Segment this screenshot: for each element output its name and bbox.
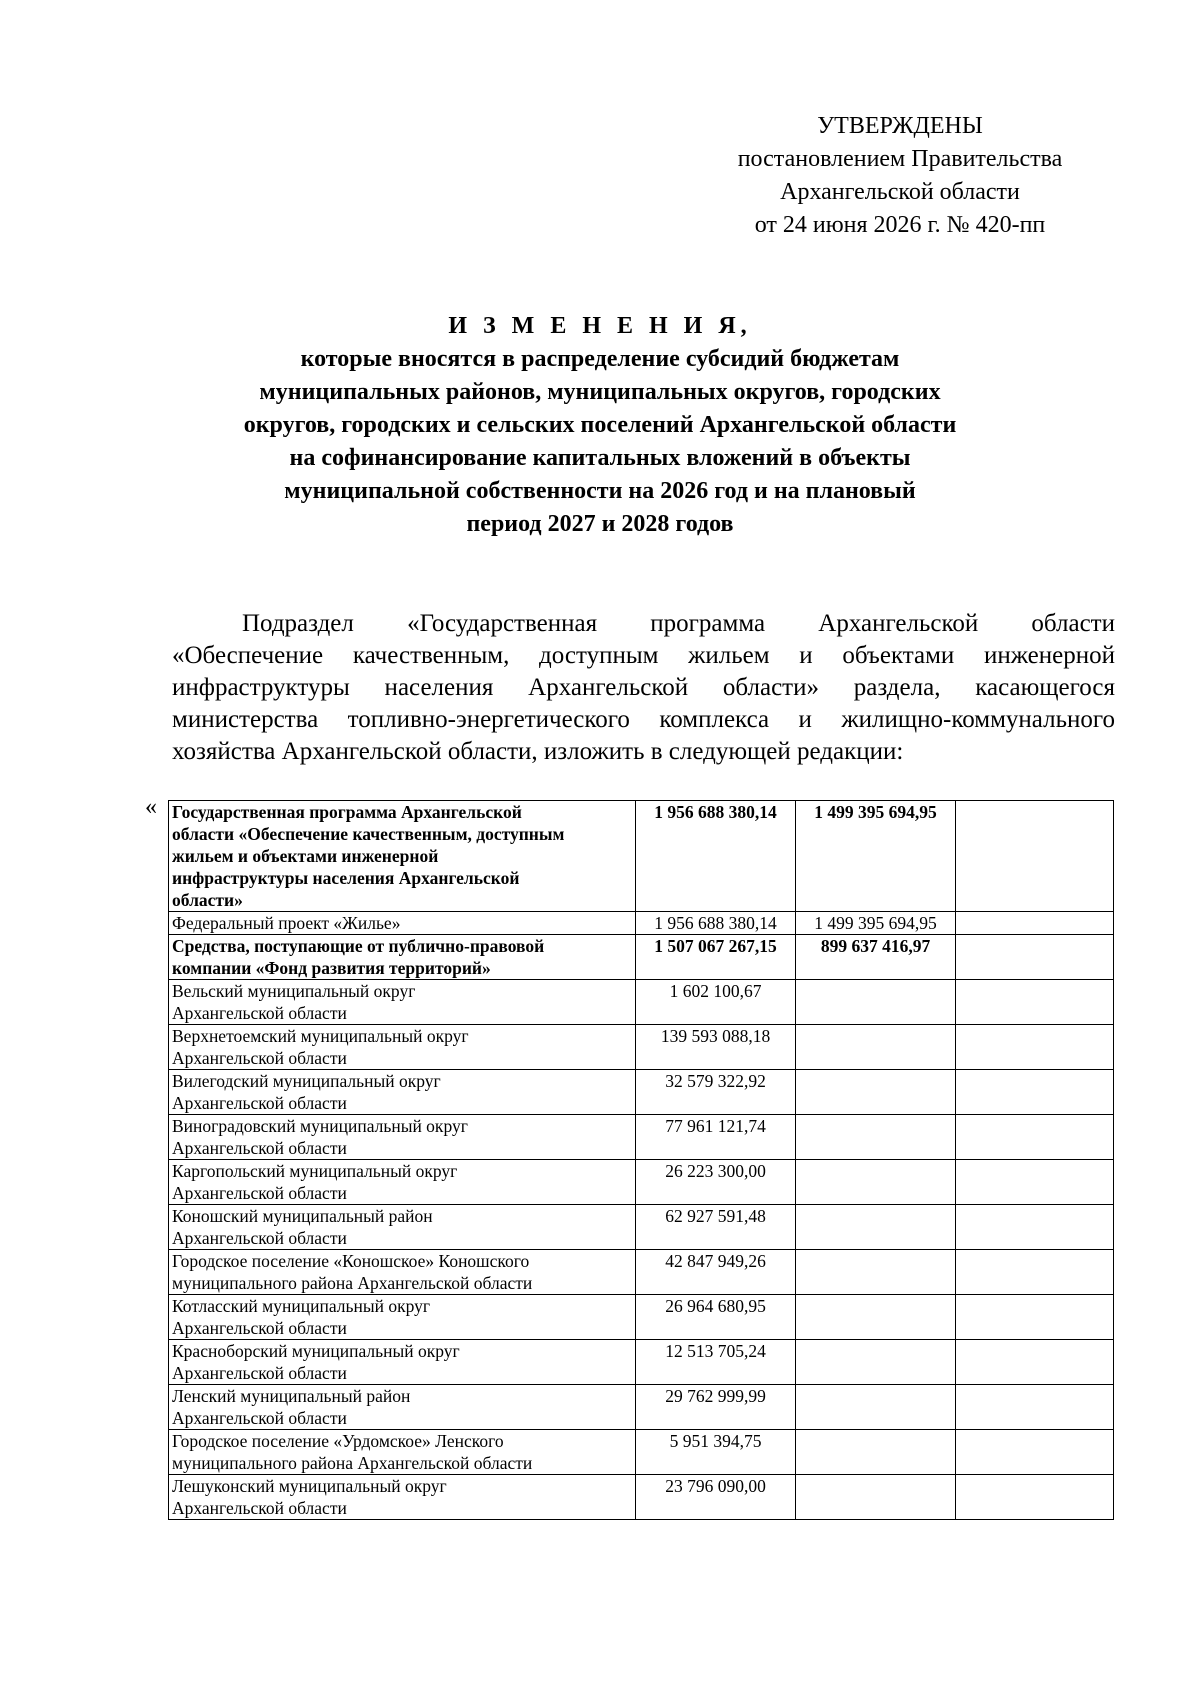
recipient-name-line: Государственная программа Архангельской bbox=[172, 802, 522, 822]
amount-2026-cell: 5 951 394,75 bbox=[636, 1430, 796, 1475]
recipient-name-line: Котласский муниципальный округ bbox=[172, 1296, 431, 1316]
table-row bbox=[169, 1115, 1114, 1160]
recipient-name-line: Средства, поступающие от публично-правовой bbox=[172, 936, 545, 956]
amount-2027-cell bbox=[796, 1430, 956, 1475]
amount-2026-cell: 139 593 088,18 bbox=[636, 1025, 796, 1070]
recipient-name-cell bbox=[169, 1160, 636, 1205]
amount-2028-cell bbox=[956, 1295, 1114, 1340]
amount-2027-cell bbox=[796, 1160, 956, 1205]
recipient-name-line: Архангельской области bbox=[172, 1003, 347, 1023]
recipient-name-cell bbox=[169, 1025, 636, 1070]
amount-2026-cell: 77 961 121,74 bbox=[636, 1115, 796, 1160]
amount-2026-cell: 1 956 688 380,14 bbox=[636, 912, 796, 935]
table-row bbox=[169, 912, 1114, 935]
table-row bbox=[169, 1025, 1114, 1070]
amount-2026-cell: 1 956 688 380,14 bbox=[636, 801, 796, 912]
recipient-name-cell bbox=[169, 1430, 636, 1475]
amount-2026-cell: 62 927 591,48 bbox=[636, 1205, 796, 1250]
recipient-name-cell bbox=[169, 935, 636, 980]
title-heading: И З М Е Н Е Н И Я, bbox=[448, 313, 752, 339]
table-row bbox=[169, 1475, 1114, 1520]
amount-2027-cell bbox=[796, 1385, 956, 1430]
opening-quote: « bbox=[145, 794, 157, 820]
recipient-name-line: жильем и объектами инженерной bbox=[172, 846, 439, 866]
subsidy-table-body bbox=[169, 801, 1114, 1520]
amount-2027-cell bbox=[796, 1205, 956, 1250]
amount-2028-cell bbox=[956, 1205, 1114, 1250]
recipient-name-line: области» bbox=[172, 890, 243, 910]
amount-2026-cell: 29 762 999,99 bbox=[636, 1385, 796, 1430]
approval-decree: постановлением Правительства bbox=[737, 146, 1063, 172]
amount-2027-cell bbox=[796, 1250, 956, 1295]
document-title bbox=[150, 310, 1050, 541]
recipient-name-line: Вельский муниципальный округ bbox=[172, 981, 416, 1001]
recipient-name-line: Виноградовский муниципальный округ bbox=[172, 1116, 468, 1136]
table-row bbox=[169, 1295, 1114, 1340]
amount-2028-cell bbox=[956, 801, 1114, 912]
table-row bbox=[169, 1205, 1114, 1250]
recipient-name-line: Архангельской области bbox=[172, 1228, 347, 1248]
amount-2027-cell bbox=[796, 1115, 956, 1160]
paragraph-line: министерства топливно-энергетического комплекса и жилищно-коммунального bbox=[172, 706, 1115, 733]
amount-2028-cell bbox=[956, 1250, 1114, 1295]
amount-2027-cell: 899 637 416,97 bbox=[796, 935, 956, 980]
recipient-name-cell bbox=[169, 801, 636, 912]
recipient-name-cell bbox=[169, 912, 636, 935]
recipient-name-line: Коношский муниципальный район bbox=[172, 1206, 433, 1226]
recipient-name-line: инфраструктуры населения Архангельской bbox=[172, 868, 520, 888]
recipient-name-cell bbox=[169, 1385, 636, 1430]
recipient-name-line: Городское поселение «Коношское» Коношского bbox=[172, 1251, 530, 1271]
title-line: муниципальных районов, муниципальных округов, городских bbox=[259, 379, 941, 405]
amount-2028-cell bbox=[956, 912, 1114, 935]
recipient-name-line: Архангельской области bbox=[172, 1408, 347, 1428]
amount-2026-cell: 26 223 300,00 bbox=[636, 1160, 796, 1205]
title-line: период 2027 и 2028 годов bbox=[466, 511, 734, 537]
amount-2026-cell: 42 847 949,26 bbox=[636, 1250, 796, 1295]
amount-2028-cell bbox=[956, 1385, 1114, 1430]
amount-2028-cell bbox=[956, 1430, 1114, 1475]
recipient-name-cell bbox=[169, 1115, 636, 1160]
recipient-name-line: Архангельской области bbox=[172, 1363, 347, 1383]
recipient-name-line: Красноборский муниципальный округ bbox=[172, 1341, 460, 1361]
title-line: которые вносятся в распределение субсидий бюджетам bbox=[300, 346, 900, 372]
recipient-name-cell bbox=[169, 1205, 636, 1250]
recipient-name-cell bbox=[169, 1250, 636, 1295]
recipient-name-line: Верхнетоемский муниципальный округ bbox=[172, 1026, 469, 1046]
approval-heading: УТВЕРЖДЕНЫ bbox=[817, 113, 983, 139]
amount-2027-cell: 1 499 395 694,95 bbox=[796, 801, 956, 912]
amount-2027-cell bbox=[796, 1295, 956, 1340]
table-row bbox=[169, 935, 1114, 980]
table-row bbox=[169, 1250, 1114, 1295]
recipient-name-line: Архангельской области bbox=[172, 1138, 347, 1158]
table-row bbox=[169, 1160, 1114, 1205]
subsidy-table bbox=[168, 800, 1114, 1520]
recipient-name-line: муниципального района Архангельской области bbox=[172, 1453, 533, 1473]
recipient-name-line: Архангельской области bbox=[172, 1093, 347, 1113]
recipient-name-line: Городское поселение «Урдомское» Ленского bbox=[172, 1431, 504, 1451]
amount-2028-cell bbox=[956, 1115, 1114, 1160]
amount-2028-cell bbox=[956, 1025, 1114, 1070]
recipient-name-line: Каргопольский муниципальный округ bbox=[172, 1161, 458, 1181]
recipient-name-line: Федеральный проект «Жилье» bbox=[172, 913, 401, 933]
amount-2027-cell bbox=[796, 1025, 956, 1070]
table-row bbox=[169, 1340, 1114, 1385]
title-line: муниципальной собственности на 2026 год и на плановый bbox=[284, 478, 916, 504]
table-row bbox=[169, 1070, 1114, 1115]
amount-2026-cell: 1 602 100,67 bbox=[636, 980, 796, 1025]
amount-2026-cell: 23 796 090,00 bbox=[636, 1475, 796, 1520]
title-line: округов, городских и сельских поселений Архангельской области bbox=[243, 412, 957, 438]
amount-2028-cell bbox=[956, 1340, 1114, 1385]
recipient-name-cell bbox=[169, 1070, 636, 1115]
amount-2027-cell: 1 499 395 694,95 bbox=[796, 912, 956, 935]
paragraph-line: инфраструктуры населения Архангельской области» раздела, касающегося bbox=[172, 674, 1115, 701]
title-line: на софинансирование капитальных вложений в объекты bbox=[289, 445, 911, 471]
approval-region: Архангельской области bbox=[780, 179, 1020, 205]
amount-2028-cell bbox=[956, 935, 1114, 980]
amount-2028-cell bbox=[956, 1070, 1114, 1115]
recipient-name-cell bbox=[169, 980, 636, 1025]
recipient-name-cell bbox=[169, 1295, 636, 1340]
table-row bbox=[169, 1385, 1114, 1430]
paragraph-line: хозяйства Архангельской области, изложить в следующей редакции: bbox=[172, 738, 904, 765]
amount-2028-cell bbox=[956, 1160, 1114, 1205]
amount-2026-cell: 12 513 705,24 bbox=[636, 1340, 796, 1385]
amount-2027-cell bbox=[796, 980, 956, 1025]
approval-date-number: от 24 июня 2026 г. № 420-пп bbox=[754, 212, 1046, 238]
table-row bbox=[169, 980, 1114, 1025]
amount-2028-cell bbox=[956, 1475, 1114, 1520]
recipient-name-line: Архангельской области bbox=[172, 1498, 347, 1518]
recipient-name-line: компании «Фонд развития территорий» bbox=[172, 958, 491, 978]
amount-2027-cell bbox=[796, 1340, 956, 1385]
recipient-name-line: Архангельской области bbox=[172, 1318, 347, 1338]
paragraph-line: «Обеспечение качественным, доступным жильем и объектами инженерной bbox=[172, 642, 1115, 669]
table-row bbox=[169, 1430, 1114, 1475]
recipient-name-line: Архангельской области bbox=[172, 1183, 347, 1203]
amount-2026-cell: 26 964 680,95 bbox=[636, 1295, 796, 1340]
recipient-name-cell bbox=[169, 1340, 636, 1385]
recipient-name-line: Ленский муниципальный район bbox=[172, 1386, 411, 1406]
approval-block bbox=[700, 110, 1100, 242]
amount-2027-cell bbox=[796, 1475, 956, 1520]
amount-2027-cell bbox=[796, 1070, 956, 1115]
recipient-name-line: Вилегодский муниципальный округ bbox=[172, 1071, 441, 1091]
paragraph-line: Подраздел «Государственная программа Архангельской области bbox=[242, 610, 1115, 637]
recipient-name-line: муниципального района Архангельской области bbox=[172, 1273, 533, 1293]
amount-2026-cell: 32 579 322,92 bbox=[636, 1070, 796, 1115]
amount-2026-cell: 1 507 067 267,15 bbox=[636, 935, 796, 980]
amount-2028-cell bbox=[956, 980, 1114, 1025]
recipient-name-cell bbox=[169, 1475, 636, 1520]
recipient-name-line: области «Обеспечение качественным, доступным bbox=[172, 824, 565, 844]
recipient-name-line: Лешуконский муниципальный округ bbox=[172, 1476, 447, 1496]
recipient-name-line: Архангельской области bbox=[172, 1048, 347, 1068]
table-row bbox=[169, 801, 1114, 912]
body-paragraph bbox=[172, 608, 1115, 768]
